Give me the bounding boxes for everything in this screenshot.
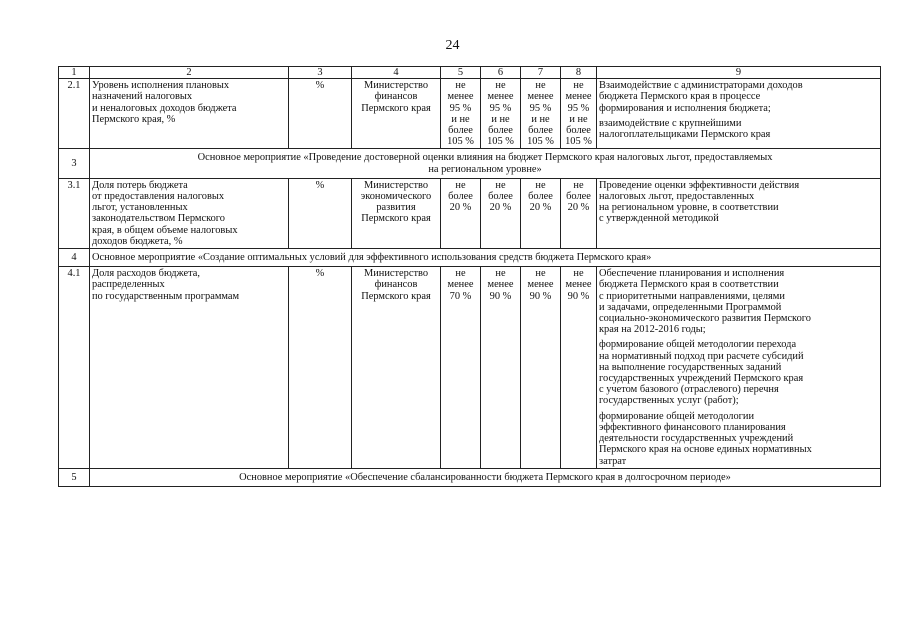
text-line: менее: [527, 91, 554, 103]
text-line: более: [528, 125, 553, 137]
text-line: не: [495, 179, 506, 191]
text-line: на выполнение государственных заданий: [599, 361, 782, 373]
header-row: [59, 67, 881, 79]
text-line: бюджета Пермского края в процессе: [599, 91, 761, 103]
text-line: Основное мероприятие «Обеспечение сбалансированности бюджета Пермского края в долгосрочном периоде»: [239, 471, 731, 483]
text-line: формирования и исполнения бюджета;: [599, 102, 771, 114]
text-line: 105 %: [527, 136, 554, 148]
page-number: 24: [445, 38, 460, 53]
text-line: Министерство: [363, 179, 429, 191]
text-line: и не: [531, 113, 550, 125]
table-row: [59, 267, 881, 468]
text-line: Взаимодействие с администраторами доходов: [599, 80, 803, 92]
row-number: 3: [59, 149, 90, 178]
text-line: Уровень исполнения плановых: [92, 80, 230, 92]
text-line: 105 %: [565, 136, 592, 148]
text-line: 105 %: [487, 136, 514, 148]
text-line: более: [448, 125, 473, 137]
text-line: менее: [487, 91, 514, 103]
text-line: экономического: [360, 191, 432, 203]
section-title: [90, 468, 881, 486]
text-line: не: [573, 179, 584, 191]
text-line: не: [535, 268, 546, 280]
header-cell: 2: [90, 67, 289, 79]
value-cell: [441, 178, 481, 248]
row-number: 5: [59, 468, 90, 486]
row-number: 4.1: [59, 267, 90, 468]
value-cell: [521, 79, 561, 149]
table-row: [59, 79, 881, 149]
text-line: 95 %: [529, 102, 552, 114]
text-line: 90 %: [567, 290, 590, 302]
text-line: финансов: [374, 91, 418, 103]
text-line: более: [488, 125, 513, 137]
value-cell: [521, 178, 561, 248]
indicator-name: [90, 267, 289, 468]
indicators-table: [58, 66, 881, 487]
indicator-name: [90, 79, 289, 149]
text-line: более: [566, 191, 591, 203]
text-line: с приоритетными направлениями, целями: [599, 290, 785, 302]
text-line: Пермского края: [361, 290, 431, 302]
text-line: социально-экономического развития Пермского: [599, 313, 811, 325]
text-line: эффективного финансового планирования: [599, 421, 786, 433]
text-line: не: [495, 80, 506, 92]
notes-cell: [597, 79, 881, 149]
table-row: [59, 178, 881, 248]
text-line: и не: [451, 113, 470, 125]
text-line: не: [535, 179, 546, 191]
text-line: 20 %: [529, 202, 552, 214]
text-line: Министерство: [363, 268, 429, 280]
text-line: более: [448, 191, 473, 203]
responsible-org: [352, 178, 441, 248]
text-line: 95 %: [489, 102, 512, 114]
text-line: 20 %: [567, 202, 590, 214]
section-row: [59, 249, 881, 267]
value-cell: [481, 267, 521, 468]
header-cell: 5: [441, 67, 481, 79]
text-line: Доля расходов бюджета,: [92, 268, 201, 280]
text-line: Пермского края: [361, 213, 431, 225]
text-line: и неналоговых доходов бюджета: [92, 102, 237, 114]
text-line: менее: [565, 91, 592, 103]
row-number: 4: [59, 249, 90, 267]
text-line: деятельности государственных учреждений: [599, 433, 794, 445]
text-line: доходов бюджета, %: [92, 235, 183, 247]
text-line: с учетом базового (отраслевого) перечня: [599, 384, 779, 396]
unit-cell: %: [289, 267, 352, 468]
text-line: 90 %: [529, 290, 552, 302]
text-line: более: [566, 125, 591, 137]
header-cell: 6: [481, 67, 521, 79]
text-line: края на 2012-2016 годы;: [599, 324, 706, 336]
text-line: Основное мероприятие «Проведение достоверной оценки влияния на бюджет Пермского края налоговых льгот, предоставляемых: [197, 152, 773, 164]
text-line: не: [495, 268, 506, 280]
indicator-name: [90, 178, 289, 248]
text-line: распределенных: [92, 279, 165, 291]
section-title: [90, 249, 881, 267]
header-cell: 1: [59, 67, 90, 79]
text-line: на нормативный подход при расчете субсидий: [599, 350, 804, 362]
value-cell: [521, 267, 561, 468]
header-cell: 4: [352, 67, 441, 79]
header-cell: 8: [561, 67, 597, 79]
text-line: 95 %: [449, 102, 472, 114]
text-line: налогоплательщиками Пермского края: [599, 129, 771, 141]
text-line: Доля потерь бюджета: [92, 179, 188, 191]
value-cell: [561, 178, 597, 248]
text-line: не: [573, 268, 584, 280]
section-row: [59, 468, 881, 486]
text-line: менее: [487, 279, 514, 291]
text-line: Обеспечение планирования и исполнения: [599, 268, 785, 280]
text-line: 105 %: [447, 136, 474, 148]
notes-cell: [597, 178, 881, 248]
value-cell: [561, 79, 597, 149]
header-cell: 9: [597, 67, 881, 79]
text-line: государственных учреждений Пермского края: [599, 373, 804, 385]
text-line: менее: [447, 279, 474, 291]
text-line: более: [528, 191, 553, 203]
text-line: 70 %: [449, 290, 472, 302]
value-cell: [481, 79, 521, 149]
text-line: налоговых льгот, предоставленных: [599, 191, 755, 203]
text-line: Основное мероприятие «Создание оптимальных условий для эффективного использования средств бюджета Пермского края»: [92, 252, 652, 264]
text-line: Пермского края, %: [92, 113, 176, 125]
text-line: Министерство: [363, 80, 429, 92]
text-line: бюджета Пермского края в соответствии: [599, 279, 779, 291]
text-line: менее: [447, 91, 474, 103]
notes-cell: [597, 267, 881, 468]
section-title: [90, 149, 881, 178]
text-line: и не: [569, 113, 588, 125]
text-line: менее: [565, 279, 592, 291]
header-cell: 3: [289, 67, 352, 79]
text-line: не: [455, 268, 466, 280]
text-line: по государственным программам: [92, 290, 240, 302]
text-line: края, в общем объеме налоговых: [92, 224, 238, 236]
value-cell: [441, 79, 481, 149]
text-line: назначений налоговых: [92, 91, 193, 103]
section-row: [59, 149, 881, 178]
text-line: не: [573, 80, 584, 92]
text-line: не: [535, 80, 546, 92]
header-cell: 7: [521, 67, 561, 79]
text-line: Пермского края на основе единых нормативных: [599, 444, 812, 456]
value-cell: [481, 178, 521, 248]
text-line: не: [455, 80, 466, 92]
row-number: 3.1: [59, 178, 90, 248]
text-line: не: [455, 179, 466, 191]
text-line: менее: [527, 279, 554, 291]
text-line: формирование общей методологии: [599, 410, 755, 422]
text-line: льгот, установленных: [92, 202, 188, 214]
text-line: законодательством Пермского: [92, 213, 226, 225]
text-line: на региональном уровне, в соответствии: [599, 202, 779, 214]
text-line: формирование общей методологии перехода: [599, 339, 797, 351]
text-line: Проведение оценки эффективности действия: [599, 179, 800, 191]
row-number: 2.1: [59, 79, 90, 149]
text-line: 95 %: [567, 102, 590, 114]
text-line: более: [488, 191, 513, 203]
text-line: государственных услуг (работ);: [599, 395, 739, 407]
text-line: развития: [376, 202, 416, 214]
responsible-org: [352, 267, 441, 468]
text-line: 90 %: [489, 290, 512, 302]
text-line: финансов: [374, 279, 418, 291]
unit-cell: %: [289, 79, 352, 149]
value-cell: [441, 267, 481, 468]
text-line: 20 %: [489, 202, 512, 214]
text-line: Пермского края: [361, 102, 431, 114]
text-line: и задачами, определенными Программой: [599, 301, 782, 313]
text-line: с утвержденной методикой: [599, 213, 719, 225]
text-line: 20 %: [449, 202, 472, 214]
text-line: взаимодействие с крупнейшими: [599, 117, 742, 129]
value-cell: [561, 267, 597, 468]
text-line: от предоставления налоговых: [92, 191, 225, 203]
text-line: затрат: [599, 455, 627, 467]
text-line: и не: [491, 113, 510, 125]
text-line: на региональном уровне»: [428, 163, 542, 175]
unit-cell: %: [289, 178, 352, 248]
responsible-org: [352, 79, 441, 149]
